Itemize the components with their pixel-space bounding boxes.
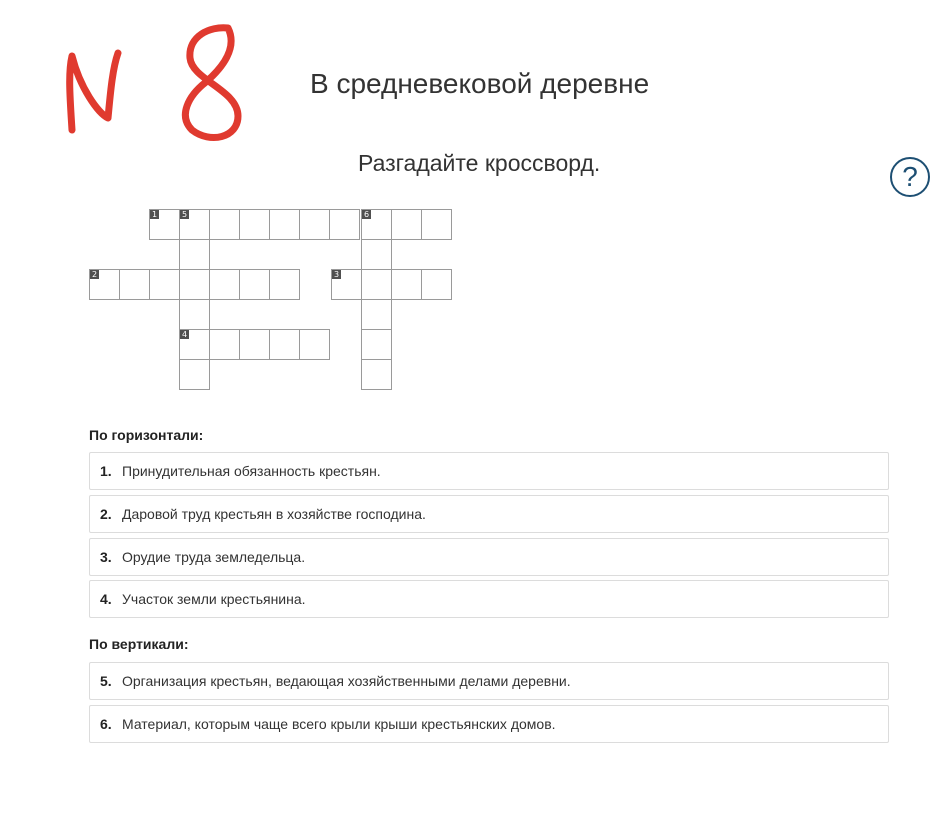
- clue-number-label: 6.: [100, 716, 112, 732]
- crossword-cell[interactable]: [239, 329, 270, 360]
- crossword-cell[interactable]: [269, 209, 300, 240]
- clue-number-label: 4.: [100, 591, 112, 607]
- clue-number: 3: [334, 270, 340, 279]
- clue-text: Материал, которым чаще всего крыли крыши крестьянских домов.: [122, 716, 556, 732]
- clue-text: Организация крестьян, ведающая хозяйственными делами деревни.: [122, 673, 571, 689]
- clue-row: [89, 705, 889, 743]
- crossword-cell[interactable]: [421, 209, 452, 240]
- crossword-cell[interactable]: [209, 269, 240, 300]
- clue-text: Орудие труда земледельца.: [122, 549, 306, 565]
- crossword-cell[interactable]: [361, 359, 392, 390]
- clue-number: 1: [152, 210, 158, 219]
- crossword-cell[interactable]: [361, 299, 392, 330]
- crossword-cell[interactable]: [119, 269, 150, 300]
- crossword-cell[interactable]: [89, 269, 120, 300]
- crossword-cell[interactable]: [299, 329, 330, 360]
- horizontal-section-title: По горизонтали:: [89, 427, 204, 443]
- crossword-cell[interactable]: [421, 269, 452, 300]
- vertical-section-title: По вертикали:: [89, 636, 189, 652]
- clue-number: 2: [92, 270, 98, 279]
- crossword-cell[interactable]: [149, 269, 180, 300]
- crossword-cell[interactable]: [331, 269, 362, 300]
- crossword-cell[interactable]: [361, 269, 392, 300]
- clue-number-label: 5.: [100, 673, 112, 689]
- page-title: В средневековой деревне: [310, 68, 650, 99]
- crossword-cell[interactable]: [179, 239, 210, 270]
- clue-number: 4: [182, 330, 188, 339]
- crossword-cell[interactable]: [269, 329, 300, 360]
- crossword-cell[interactable]: [239, 209, 270, 240]
- crossword-cell[interactable]: [209, 329, 240, 360]
- clue-text: Даровой труд крестьян в хозяйстве господина.: [122, 506, 426, 522]
- crossword-cell[interactable]: [179, 329, 210, 360]
- clue-row: [89, 452, 889, 490]
- clue-number: 6: [364, 210, 370, 219]
- clue-row: [89, 580, 889, 618]
- question-icon: ?: [902, 161, 918, 192]
- clue-number: 5: [182, 210, 188, 219]
- crossword-cell[interactable]: [179, 209, 210, 240]
- clue-text: Участок земли крестьянина.: [122, 591, 306, 607]
- crossword-cell[interactable]: [361, 239, 392, 270]
- clue-text: Принудительная обязанность крестьян.: [122, 463, 381, 479]
- crossword-cell[interactable]: [391, 209, 422, 240]
- crossword-cell[interactable]: [209, 209, 240, 240]
- crossword-cell[interactable]: [239, 269, 270, 300]
- clue-row: [89, 538, 889, 576]
- help-button[interactable]: [890, 157, 930, 197]
- crossword-cell[interactable]: [299, 209, 330, 240]
- crossword-cell[interactable]: [269, 269, 300, 300]
- crossword-cell[interactable]: [329, 209, 360, 240]
- crossword-cell[interactable]: [361, 209, 392, 240]
- crossword-cell[interactable]: [179, 299, 210, 330]
- clue-number-label: 3.: [100, 549, 112, 565]
- handwritten-annotation: [60, 18, 250, 148]
- clue-number-label: 2.: [100, 506, 112, 522]
- page-subtitle: Разгадайте кроссворд.: [358, 150, 601, 176]
- crossword-cell[interactable]: [149, 209, 180, 240]
- clue-number-label: 1.: [100, 463, 112, 479]
- clue-row: [89, 495, 889, 533]
- crossword-cell[interactable]: [179, 359, 210, 390]
- crossword-cell[interactable]: [179, 269, 210, 300]
- crossword-cell[interactable]: [391, 269, 422, 300]
- clue-row: [89, 662, 889, 700]
- crossword-cell[interactable]: [361, 329, 392, 360]
